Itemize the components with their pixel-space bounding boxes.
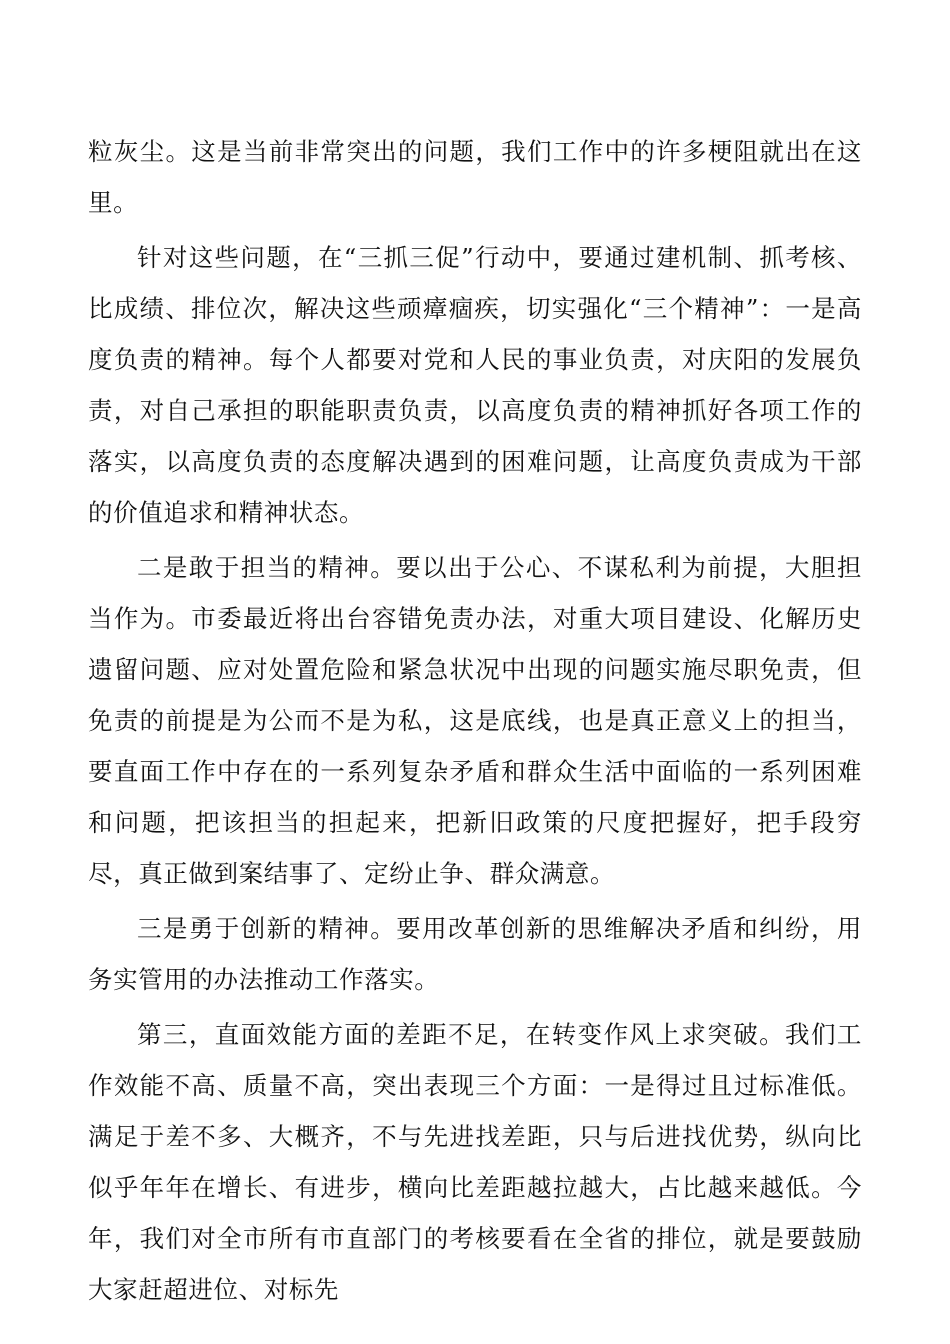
document-page	[88, 126, 862, 1319]
paragraph-4: 三是勇于创新的精神。要用改革创新的思维解决矛盾和纠纷，用务实管用的办法推动工作落实。	[88, 914, 862, 994]
paragraph-2: 针对这些问题，在“三抓三促”行动中，要通过建机制、抓考核、比成绩、排位次，解决这些顽瘴痼疾，切实强化“三个精神”：一是高度负责的精神。每个人都要对党和人民的事业负责，对庆阳的发展负责，对自己承担的职能职责负责，以高度负责的精神抓好各项工作的落实，以高度负责的态度解决遇到的困难问题，让高度负责成为干部的价值追求和精神状态。	[88, 243, 862, 527]
paragraph-5: 第三，直面效能方面的差距不足，在转变作风上求突破。我们工作效能不高、质量不高，突出表现三个方面：一是得过且过标准低。满足于差不多、大概齐，不与先进找差距，只与后进找优势，纵向比似乎年年在增长、有进步，横向比差距越拉越大，占比越来越低。今年，我们对全市所有市直部门的考核要看在全省的排位，就是要鼓励大家赶超进位、对标先	[88, 1020, 862, 1304]
paragraph-1: 粒灰尘。这是当前非常突出的问题，我们工作中的许多梗阻就出在这里。	[88, 137, 862, 217]
paragraph-3: 二是敢于担当的精神。要以出于公心、不谋私利为前提，大胆担当作为。市委最近将出台容错免责办法，对重大项目建设、化解历史遗留问题、应对处置危险和紧急状况中出现的问题实施尽职免责，但免责的前提是为公而不是为私，这是底线，也是真正意义上的担当，要直面工作中存在的一系列复杂矛盾和群众生活中面临的一系列困难和问题，把该担当的担起来，把新旧政策的尺度把握好，把手段穷尽，真正做到案结事了、定纷止争、群众满意。	[88, 553, 862, 888]
